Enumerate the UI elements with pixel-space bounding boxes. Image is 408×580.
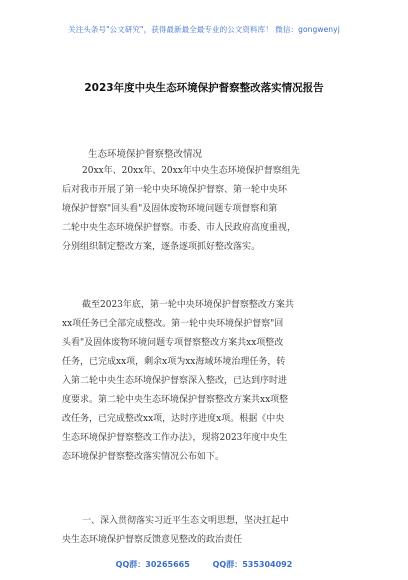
- paragraph-line: 态环境保护督察整改落实情况公布如下。: [62, 452, 225, 462]
- paragraph-line: 境保护督察"回头看"及固体废物环境问题专项督察和第: [62, 204, 278, 214]
- section-heading: 生态环境保护督察整改情况: [88, 149, 203, 160]
- footer-qq-group-1: QQ群：30265665: [115, 560, 190, 569]
- paragraph-line: 度要求。第二轮中央生态环境保护督察整改方案共xx项整: [62, 395, 289, 405]
- promo-banner: 关注头条号"公文研究"，获得最新最全最专业的公文资料库！ 微信：gongwenyj: [68, 25, 340, 34]
- document-title: 2023年度中央生态环境保护督察整改落实情况报告: [84, 82, 324, 94]
- footer-contacts: [0, 559, 408, 570]
- paragraph-3: [62, 512, 352, 550]
- paragraph-line: 入第二轮中央生态环境保护督察深入整改，已达到序时进: [62, 376, 288, 386]
- paragraph-line: xx项任务已全部完成整改。第一轮中央环境保护督察"回: [62, 319, 284, 329]
- paragraph-line: 后对我市开展了第一轮中央环境保护督察、第一轮中央环: [62, 185, 288, 195]
- paragraph-line: 任务，已完成xx项，剩余x项为xx海域环境治理任务，转: [62, 357, 286, 367]
- paragraph-line: 分别组织制定整改方案，逐条逐项抓好整改落实。: [62, 242, 261, 252]
- paragraph-line: 截至2023年底，第一轮中央环境保护督察整改方案共: [82, 300, 294, 310]
- paragraph-2: [62, 296, 352, 467]
- paragraph-line: 二轮中央生态环境保护督察。市委、市人民政府高度重视，: [62, 223, 297, 233]
- paragraph-line: 一、深入贯彻落实习近平生态文明思想，坚决扛起中: [82, 516, 290, 526]
- footer-qq-group-2: QQ群：535304092: [212, 560, 293, 569]
- paragraph-line: 头看"及固体废物环境问题专项督察整改方案共xx项整改: [62, 338, 284, 348]
- paragraph-line: 改任务，已完成整改xx项，达时序进度x项。根据《中央: [62, 414, 285, 424]
- paragraph-line: 20xx年、20xx年、20xx年中央生态环境保护督察组先: [82, 166, 300, 176]
- paragraph-line: 央生态环境保护督察反馈意见整改的政治责任: [62, 535, 243, 545]
- paragraph-line: 生态环境保护督察整改工作办法》，现将2023年度中央生: [62, 433, 288, 443]
- paragraph-1: [62, 162, 352, 257]
